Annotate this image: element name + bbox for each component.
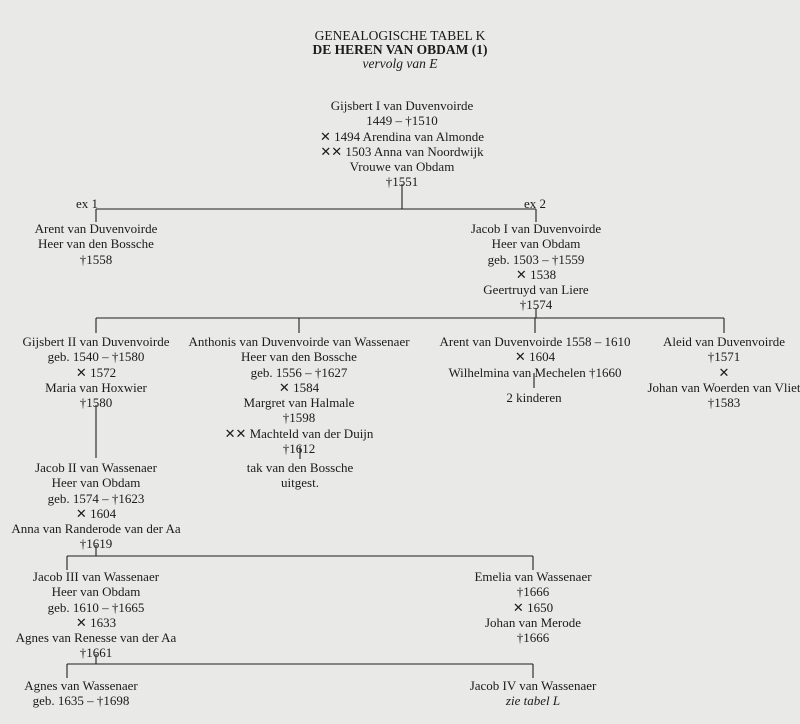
person-detail-line: ✕✕ 1503 Anna van Noordwijk [320, 143, 484, 159]
person-jacob-i [446, 221, 626, 313]
person-aleid [634, 334, 800, 410]
person-detail-line: †1661 [79, 645, 113, 661]
person-detail-line: Aleid van Duvenvoirde [662, 334, 786, 349]
note-tak-van-den-bossche [220, 460, 380, 491]
person-detail-line: Heer van Obdam [51, 584, 141, 600]
person-detail-line: †1571 [707, 349, 741, 365]
person-detail-line: ✕ 1650 [512, 599, 554, 615]
person-detail-line: Johan van Woerden van Vliet [647, 379, 800, 395]
person-detail-line: ✕ 1538 [515, 266, 557, 282]
person-detail-line: †1612 [282, 441, 316, 457]
person-detail-line: ✕ 1494 Arendina van Almonde [320, 128, 484, 144]
person-detail-line: Geertruyd van Liere [483, 282, 589, 298]
note-2-kinderen [474, 390, 594, 405]
person-detail-line: Emelia van Wassenaer [474, 569, 592, 584]
person-detail-line: Arent van Duvenvoirde [34, 221, 158, 236]
person-arent-ii [430, 334, 640, 380]
person-detail-line: Jacob II van Wassenaer [35, 460, 157, 475]
cross-reference: zie tabel L [505, 693, 561, 709]
person-detail-line: ✕ [718, 364, 730, 380]
person-detail-line: †1574 [519, 297, 553, 313]
continuation-note: vervolg van E [362, 56, 438, 71]
person-jacob-iii [6, 569, 186, 661]
person-detail-line: Anthonis van Duvenvoirde van Wassenaer [188, 334, 410, 349]
person-detail-line: tak van den Bossche [246, 460, 354, 475]
person-detail-line: Anna van Randerode van der Aa [11, 521, 181, 537]
person-arent-i [6, 221, 186, 267]
person-detail-line: †1580 [79, 395, 113, 411]
person-detail-line: Gijsbert I van Duvenvoirde [330, 98, 474, 113]
person-gijsbert-ii [6, 334, 186, 410]
person-detail-line: geb. 1503 – †1559 [487, 251, 585, 267]
person-detail-line: Maria van Hoxwier [45, 379, 147, 395]
person-detail-line: †1583 [707, 395, 741, 411]
person-detail-line: Arent van Duvenvoirde 1558 – 1610 [439, 334, 631, 349]
person-detail-line: †1666 [516, 584, 550, 600]
person-gijsbert-i [302, 98, 502, 190]
person-detail-line: ✕ 1604 [514, 349, 556, 365]
table-caption: GENEALOGISCHE TABEL K [314, 28, 486, 43]
person-detail-line: ✕ 1572 [75, 364, 117, 380]
person-detail-line: geb. 1556 – †1627 [250, 364, 348, 380]
person-detail-line: †1666 [516, 630, 550, 646]
branch-label-ex1: ex 1 [76, 196, 99, 211]
page-title: DE HEREN VAN OBDAM (1) [312, 42, 488, 57]
person-detail-line: ✕✕ Machteld van der Duijn [224, 425, 374, 441]
person-detail-line: geb. 1574 – †1623 [47, 490, 145, 506]
person-detail-line: Agnes van Renesse van der Aa [15, 630, 177, 646]
person-jacob-iv [453, 678, 613, 709]
person-detail-line: uitgest. [281, 475, 319, 491]
person-detail-line: Heer van den Bossche [241, 349, 357, 365]
person-detail-line: Heer van Obdam [51, 475, 141, 491]
person-detail-line: Heer van Obdam [491, 236, 581, 252]
person-anthonis [184, 334, 414, 456]
person-detail-line: ✕ 1604 [75, 505, 117, 521]
person-detail-line: †1558 [79, 251, 113, 267]
person-agnes [6, 678, 156, 709]
person-detail-line: Johan van Merode [484, 614, 582, 630]
person-detail-line: Margret van Halmale [243, 395, 355, 411]
branch-label-ex2: ex 2 [524, 196, 547, 211]
person-detail-line: †1619 [79, 536, 113, 552]
person-detail-line: Jacob III van Wassenaer [32, 569, 160, 584]
person-detail-line: ✕ 1633 [75, 614, 117, 630]
person-detail-line: 2 kinderen [506, 390, 562, 405]
person-detail-line: Heer van den Bossche [38, 236, 154, 252]
person-detail-line: Gijsbert II van Duvenvoirde [22, 334, 170, 349]
person-detail-line: ✕ 1584 [278, 379, 320, 395]
person-detail-line: geb. 1635 – †1698 [32, 693, 130, 709]
person-jacob-ii [6, 460, 186, 552]
person-detail-line: 1449 – †1510 [366, 113, 438, 129]
person-detail-line: geb. 1610 – †1665 [47, 599, 145, 615]
person-detail-line: Wilhelmina van Mechelen †1660 [448, 364, 622, 380]
person-detail-line: Vrouwe van Obdam [349, 159, 455, 175]
person-detail-line: geb. 1540 – †1580 [47, 349, 145, 365]
person-detail-line: Jacob I van Duvenvoirde [470, 221, 602, 236]
person-emelia [453, 569, 613, 645]
person-detail-line: Jacob IV van Wassenaer [469, 678, 597, 693]
person-detail-line: Agnes van Wassenaer [24, 678, 138, 693]
person-detail-line: †1551 [385, 174, 419, 190]
person-detail-line: †1598 [282, 410, 316, 426]
